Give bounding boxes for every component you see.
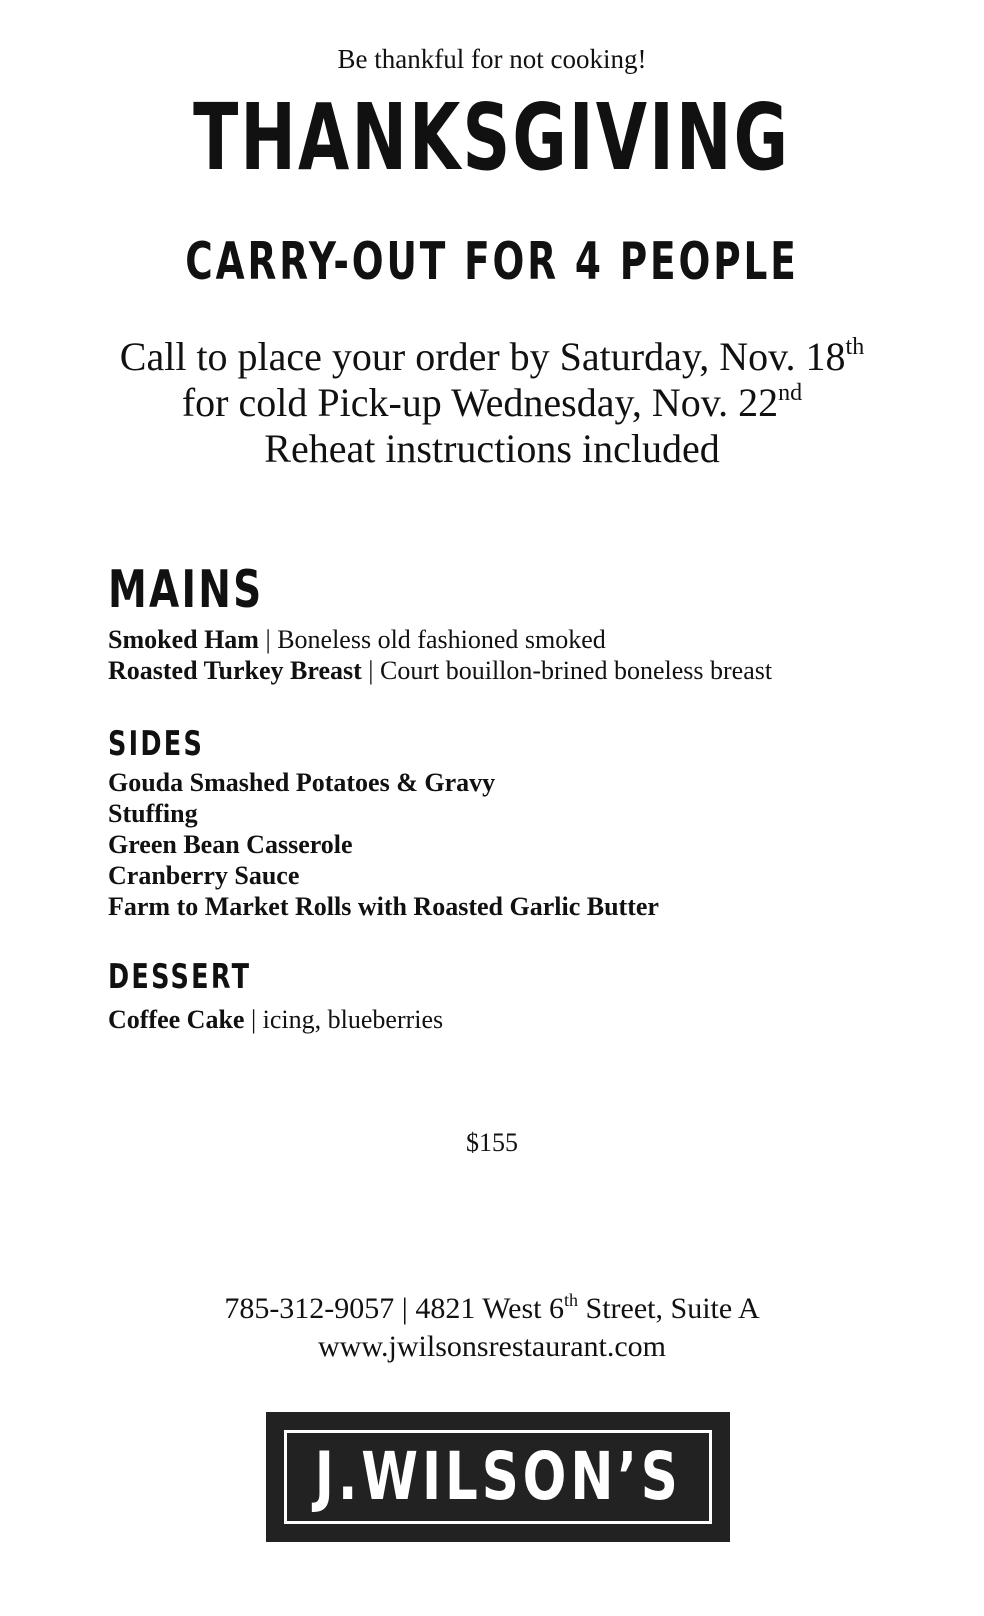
side-item: Green Bean Casserole: [108, 830, 353, 859]
address-prefix: 4821 West 6: [415, 1292, 565, 1325]
logo: [266, 1412, 730, 1542]
phone-number: 785-312-9057: [224, 1292, 395, 1325]
subtitle-container: [0, 232, 984, 292]
address-suffix: th: [564, 1290, 579, 1310]
menu-item-name: Coffee Cake: [108, 1005, 245, 1034]
sides-list: [108, 767, 659, 922]
order-info: [0, 334, 984, 472]
menu-item-desc: Court bouillon-brined boneless breast: [380, 656, 773, 685]
price: $155: [466, 1128, 518, 1157]
dessert-list: [108, 1004, 443, 1035]
order-deadline-suffix: th: [845, 334, 865, 360]
menu-item-desc: icing, blueberries: [262, 1005, 444, 1034]
dessert-heading: DESSERT: [108, 957, 252, 997]
order-deadline-line: [0, 334, 984, 380]
menu-item-desc: Boneless old fashioned smoked: [277, 625, 606, 654]
pickup-line: [0, 380, 984, 426]
website-link[interactable]: www.jwilsonsrestaurant.com: [318, 1330, 666, 1363]
pickup-suffix: nd: [778, 380, 803, 406]
menu-item-name: Roasted Turkey Breast: [108, 656, 362, 685]
tagline: Be thankful for not cooking!: [337, 44, 647, 74]
side-item: Stuffing: [108, 799, 198, 828]
side-item: Farm to Market Rolls with Roasted Garlic Butter: [108, 892, 659, 921]
side-item: Cranberry Sauce: [108, 861, 300, 890]
pickup-text: for cold Pick-up Wednesday, Nov. 22: [181, 380, 779, 425]
contact-line: 785-312-9057 | 4821 West 6th Street, Suite A: [224, 1290, 760, 1325]
menu-item: Smoked Ham | Boneless old fashioned smoked: [108, 625, 606, 654]
menu-item-name: Smoked Ham: [108, 625, 259, 654]
order-deadline-text: Call to place your order by Saturday, Nov. 18: [119, 334, 846, 379]
title-container: [0, 84, 984, 191]
logo-border: [284, 1430, 712, 1524]
menu-item: Roasted Turkey Breast | Court bouillon-brined boneless breast: [108, 656, 773, 685]
address-rest: Street, Suite A: [578, 1292, 760, 1325]
logo-text: J.WILSON’S: [314, 1438, 682, 1515]
page-title: THANKSGIVING: [193, 84, 791, 191]
page-subtitle: CARRY-OUT FOR 4 PEOPLE: [185, 232, 799, 292]
mains-list: [108, 624, 772, 686]
sides-heading: SIDES: [108, 724, 205, 764]
mains-heading: MAINS: [108, 560, 264, 620]
contact-info: [0, 1290, 984, 1366]
reheat-line: Reheat instructions included: [264, 426, 720, 471]
menu-item: Coffee Cake | icing, blueberries: [108, 1005, 444, 1034]
side-item: Gouda Smashed Potatoes & Gravy: [108, 768, 496, 797]
